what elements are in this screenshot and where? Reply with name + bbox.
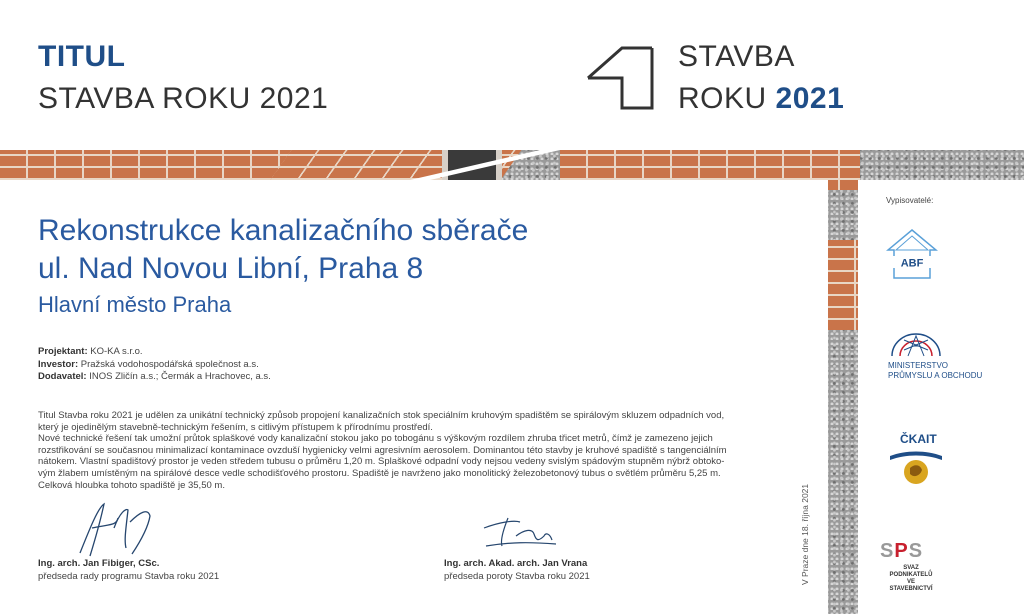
stavba-roku-logo-icon [586,44,656,110]
sponsors-label: Vypisovatelé: [886,196,934,205]
project-name-line2: ul. Nad Novou Libní, Praha 8 [38,252,424,285]
ckait-logo-text: ČKAIT [900,432,937,446]
signature-vrana [480,506,560,552]
sps-logo: SPS [880,540,924,562]
signature-block-1 [38,557,219,583]
citation-text: Titul Stavba roku 2021 je udělen za unikátní technický způsob propojení kanalizačních stok speciálním kruhovým spadištěm se spirálovým skluzem odpadních vod, který je ojedinělým stavebně-technickým řešením, s citlivým přístupem k přírodnímu prostředí. Nové technické řešení tak umožní průtok splaškové vody kanalizační stokou jako po tobogánu s výškovým rozdílem zhruba třicet metrů, čímž je zamezeno jejich rozstřikování se současnou minimalizací kontaminace ovzduší hygienicky velmi agresivním aerosolem. Dominantou této stavby je kruhové spadiště s tangenciálním nátokem. Vlastní spadištový prostor je veden středem tubusu o průměru 1,20 m. Splaškové odpadní vody nejsou vedeny svislým spádovým stupněm nýbrž obtoko- vým žlabem umístěným na spirálové desce vedle schodišťového prostoru. Spadiště je navrženo jako monolitický železobetonový tubus o světlém průměru 5,25 m. Celková hloubka tohoto spadiště je 35,50 m. [38,410,727,491]
signatory-role: předseda poroty Stavba roku 2021 [444,571,590,582]
sps-logo-subtitle: SVAZ PODNIKATELŮ VE STAVEBNICTVÍ [889,565,933,592]
svg-text:ABF: ABF [900,257,924,270]
logo-year: 2021 [775,82,845,115]
signature-fibiger [70,498,160,560]
signature-block-2 [444,557,590,583]
abf-logo-icon [886,228,938,282]
project-name [38,212,528,288]
project-region: Hlavní město Praha [38,292,232,317]
signatory-name: Ing. arch. Jan Fibiger, CSc. [38,558,160,569]
date-note: V Praze dne 18. října 2021 [800,483,810,585]
logo-text-line2: ROKU 2021 [678,82,845,115]
logo-text-line1: STAVBA [678,40,795,73]
ckait-emblem-icon [886,446,946,486]
title-line2: STAVBA ROKU 2021 [38,82,329,115]
mpo-logo-text: MINISTERSTVO PRŮMYSLU A OBCHODU [888,361,983,380]
projektant-value: KO-KA s.r.o. [87,346,143,357]
title-line1: TITUL [38,40,126,73]
investor-value: Pražská vodohospodářská společnost a.s. [78,358,259,370]
signatory-role: předseda rady programu Stavba roku 2021 [38,571,220,582]
project-meta: Projektant: KO-KA s.r.o. Investor: Pražská vodohospodářská společnost a.s. Dodavatel: INOS Zličín a.s.; Čermák a Hrachovec, a.s. [38,346,271,382]
signatory-name: Ing. arch. Akad. arch. Jan Vrana [444,558,588,569]
mpo-logo-icon [886,330,946,358]
project-name-line1: Rekonstrukce kanalizačního sběrače [38,214,529,247]
dodavatel-value: INOS Zličín a.s.; Čermák a Hrachovec, a.s. [86,371,271,382]
